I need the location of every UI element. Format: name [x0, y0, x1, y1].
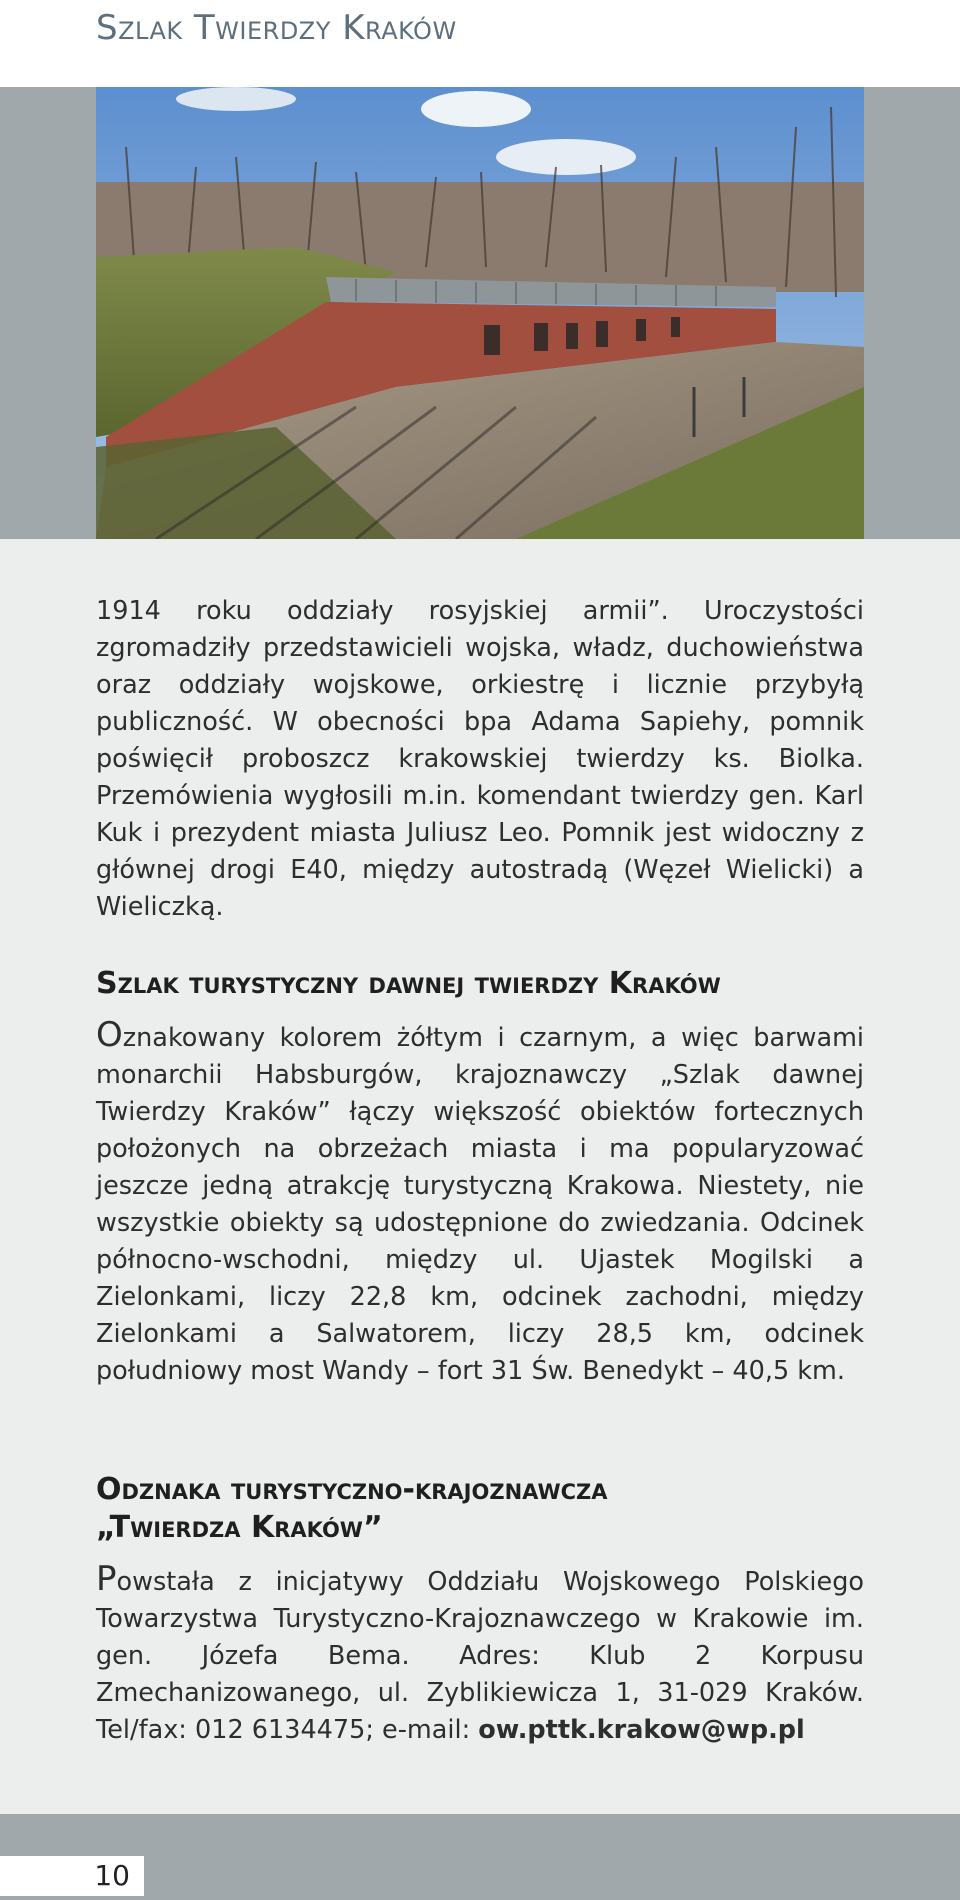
page-header	[0, 0, 960, 87]
email-link[interactable]: ow.pttk.krakow@wp.pl	[478, 1715, 805, 1745]
dropcap-o: O	[96, 1015, 123, 1055]
continuation-block	[96, 593, 864, 926]
section-badge	[96, 1471, 864, 1749]
section-badge-text: owstała z inicjatywy Oddziału Wojskowego Polskiego Towarzystwa Turystyczno-Krajoznawczego w Krakowie im. gen. Józefa Bema. Adres: Klub 2 Korpusu Zmechanizowanego, ul. Zyblikiewicza 1, 31-029 Kraków. Tel/fax: 012 6134475; e-mail:	[96, 1567, 864, 1745]
page-number-box	[0, 1856, 144, 1896]
page-number: 10	[94, 1859, 130, 1892]
continuation-paragraph: 1914 roku oddziały rosyjskiej armii”. Uroczystości zgromadziły przedstawicieli wojska, władz, duchowieństwa oraz oddziały wojskowe, orkiestrę i licznie przybyłą publiczność. W obecności bpa Adama Sapiehy, pomnik poświęcił proboszcz krakowskiej twierdzy ks. Biolka. Przemówienia wygłosili m.in. komendant twierdzy gen. Karl Kuk i prezydent miasta Juliusz Leo. Pomnik jest widoczny z głównej drogi E40, między autostradą (Węzeł Wielicki) a Wieliczką.	[96, 596, 864, 922]
section-trail-body	[96, 1017, 864, 1390]
section-trail-text: znakowany kolorem żółtym i czarnym, a więc barwami monarchii Habsburgów, krajoznawczy „Szlak dawnej Twierdzy Kraków” łączy większość obiektów fortecznych położonych na obrzeżach miasta i ma popularyzować jeszcze jedną atrakcję turystyczną Krakowa. Niestety, nie wszystkie obiekty są udostępnione do zwiedzania. Odcinek północno-wschodni, między ul. Ujastek Mogilski a Zielonkami, liczy 22,8 km, odcinek zachodni, między Zielonkami a Salwatorem, liczy 28,5 km, odcinek południowy most Wandy – fort 31 Św. Benedykt – 40,5 km.	[96, 1023, 864, 1386]
section-trail	[96, 965, 864, 1390]
running-header-title: Szlak Twierdzy Kraków	[96, 8, 457, 48]
section-heading-badge	[96, 1471, 864, 1547]
section-heading-badge-line1: Odznaka turystyczno-krajoznawcza	[96, 1472, 608, 1507]
section-heading-badge-line2: „Twierdza Kraków”	[96, 1510, 383, 1545]
dropcap-p: P	[96, 1559, 117, 1599]
fort-photo	[96, 87, 864, 539]
section-heading-trail: Szlak turystyczny dawnej twierdzy Kraków	[96, 966, 721, 1001]
footer-band	[0, 1814, 960, 1900]
section-badge-body	[96, 1561, 864, 1749]
